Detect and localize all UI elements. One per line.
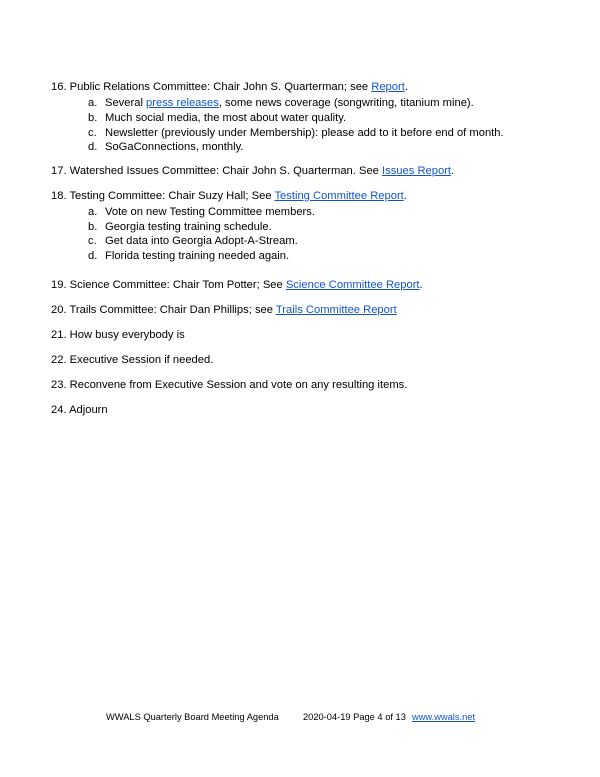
trails-committee-report-link[interactable]: Trails Committee Report [275, 304, 397, 316]
footer-website-link[interactable]: www.wwals.net [412, 712, 476, 722]
item-number: 22. [51, 354, 67, 366]
item-text: Reconvene from Executive Session and vote on any resulting items. [69, 379, 408, 391]
item-text: Public Relations Committee: Chair John S. Quarterman; see [69, 81, 372, 93]
subitem-text-end: , some news coverage (songwriting, titanium mine). [218, 97, 474, 109]
agenda-item-19 [51, 278, 423, 292]
subitem-marker: b. [88, 112, 98, 124]
agenda-item-24 [51, 403, 108, 417]
item-text-end: . [419, 279, 423, 291]
issues-report-link[interactable]: Issues Report [382, 165, 452, 177]
item-text: Adjourn [69, 404, 108, 416]
item-text: Watershed Issues Committee: Chair John S. Quarterman. See [69, 165, 383, 177]
item-number: 24. [51, 404, 67, 416]
footer-date-page: 2020-04-19 Page 4 of 13 [303, 712, 406, 722]
item-number: 16. [51, 81, 67, 93]
subitem-text: Newsletter (previously under Membership): please add to it before end of month. [105, 127, 504, 139]
press-releases-link[interactable]: press releases [146, 97, 219, 109]
subitem-text: Vote on new Testing Committee members. [105, 206, 315, 218]
item-number: 20. [51, 304, 67, 316]
agenda-item-17 [51, 164, 454, 178]
subitem-text: Several [105, 97, 147, 109]
subitem-text: SoGaConnections, monthly. [105, 141, 244, 153]
footer-title: WWALS Quarterly Board Meeting Agenda [106, 712, 279, 722]
agenda-item-21 [51, 328, 185, 342]
agenda-item-18 [51, 189, 407, 203]
item-text: Science Committee: Chair Tom Potter; See [69, 279, 286, 291]
science-committee-report-link[interactable]: Science Committee Report [285, 279, 420, 291]
subitem-marker: a. [88, 97, 98, 109]
item-text: How busy everybody is [69, 329, 185, 341]
subitem-marker: c. [88, 235, 97, 247]
item-text-end: . [403, 190, 407, 202]
subitem-text: Much social media, the most about water quality. [105, 112, 347, 124]
item-number: 17. [51, 165, 67, 177]
item-number: 19. [51, 279, 67, 291]
item-text-end: . [451, 165, 455, 177]
subitem-marker: c. [88, 127, 97, 139]
agenda-item-20 [51, 303, 397, 317]
testing-committee-report-link[interactable]: Testing Committee Report [274, 190, 404, 202]
item-text: Trails Committee: Chair Dan Phillips; see [69, 304, 276, 316]
subitem-marker: d. [88, 250, 98, 262]
agenda-item-22 [51, 353, 213, 367]
item-number: 21. [51, 329, 67, 341]
subitem-marker: d. [88, 141, 98, 153]
subitem-marker: a. [88, 206, 98, 218]
item-text: Testing Committee: Chair Suzy Hall; See [69, 190, 275, 202]
subitem-text: Get data into Georgia Adopt-A-Stream. [105, 235, 298, 247]
item-number: 18. [51, 190, 67, 202]
subitem-text: Georgia testing training schedule. [105, 221, 272, 233]
subitem-text: Florida testing training needed again. [105, 250, 290, 262]
agenda-item-23 [51, 378, 407, 392]
item-text: Executive Session if needed. [69, 354, 214, 366]
item-text-end: . [404, 81, 408, 93]
item-number: 23. [51, 379, 67, 391]
report-link[interactable]: Report [371, 81, 405, 93]
subitem-marker: b. [88, 221, 98, 233]
agenda-item-16 [51, 80, 408, 94]
